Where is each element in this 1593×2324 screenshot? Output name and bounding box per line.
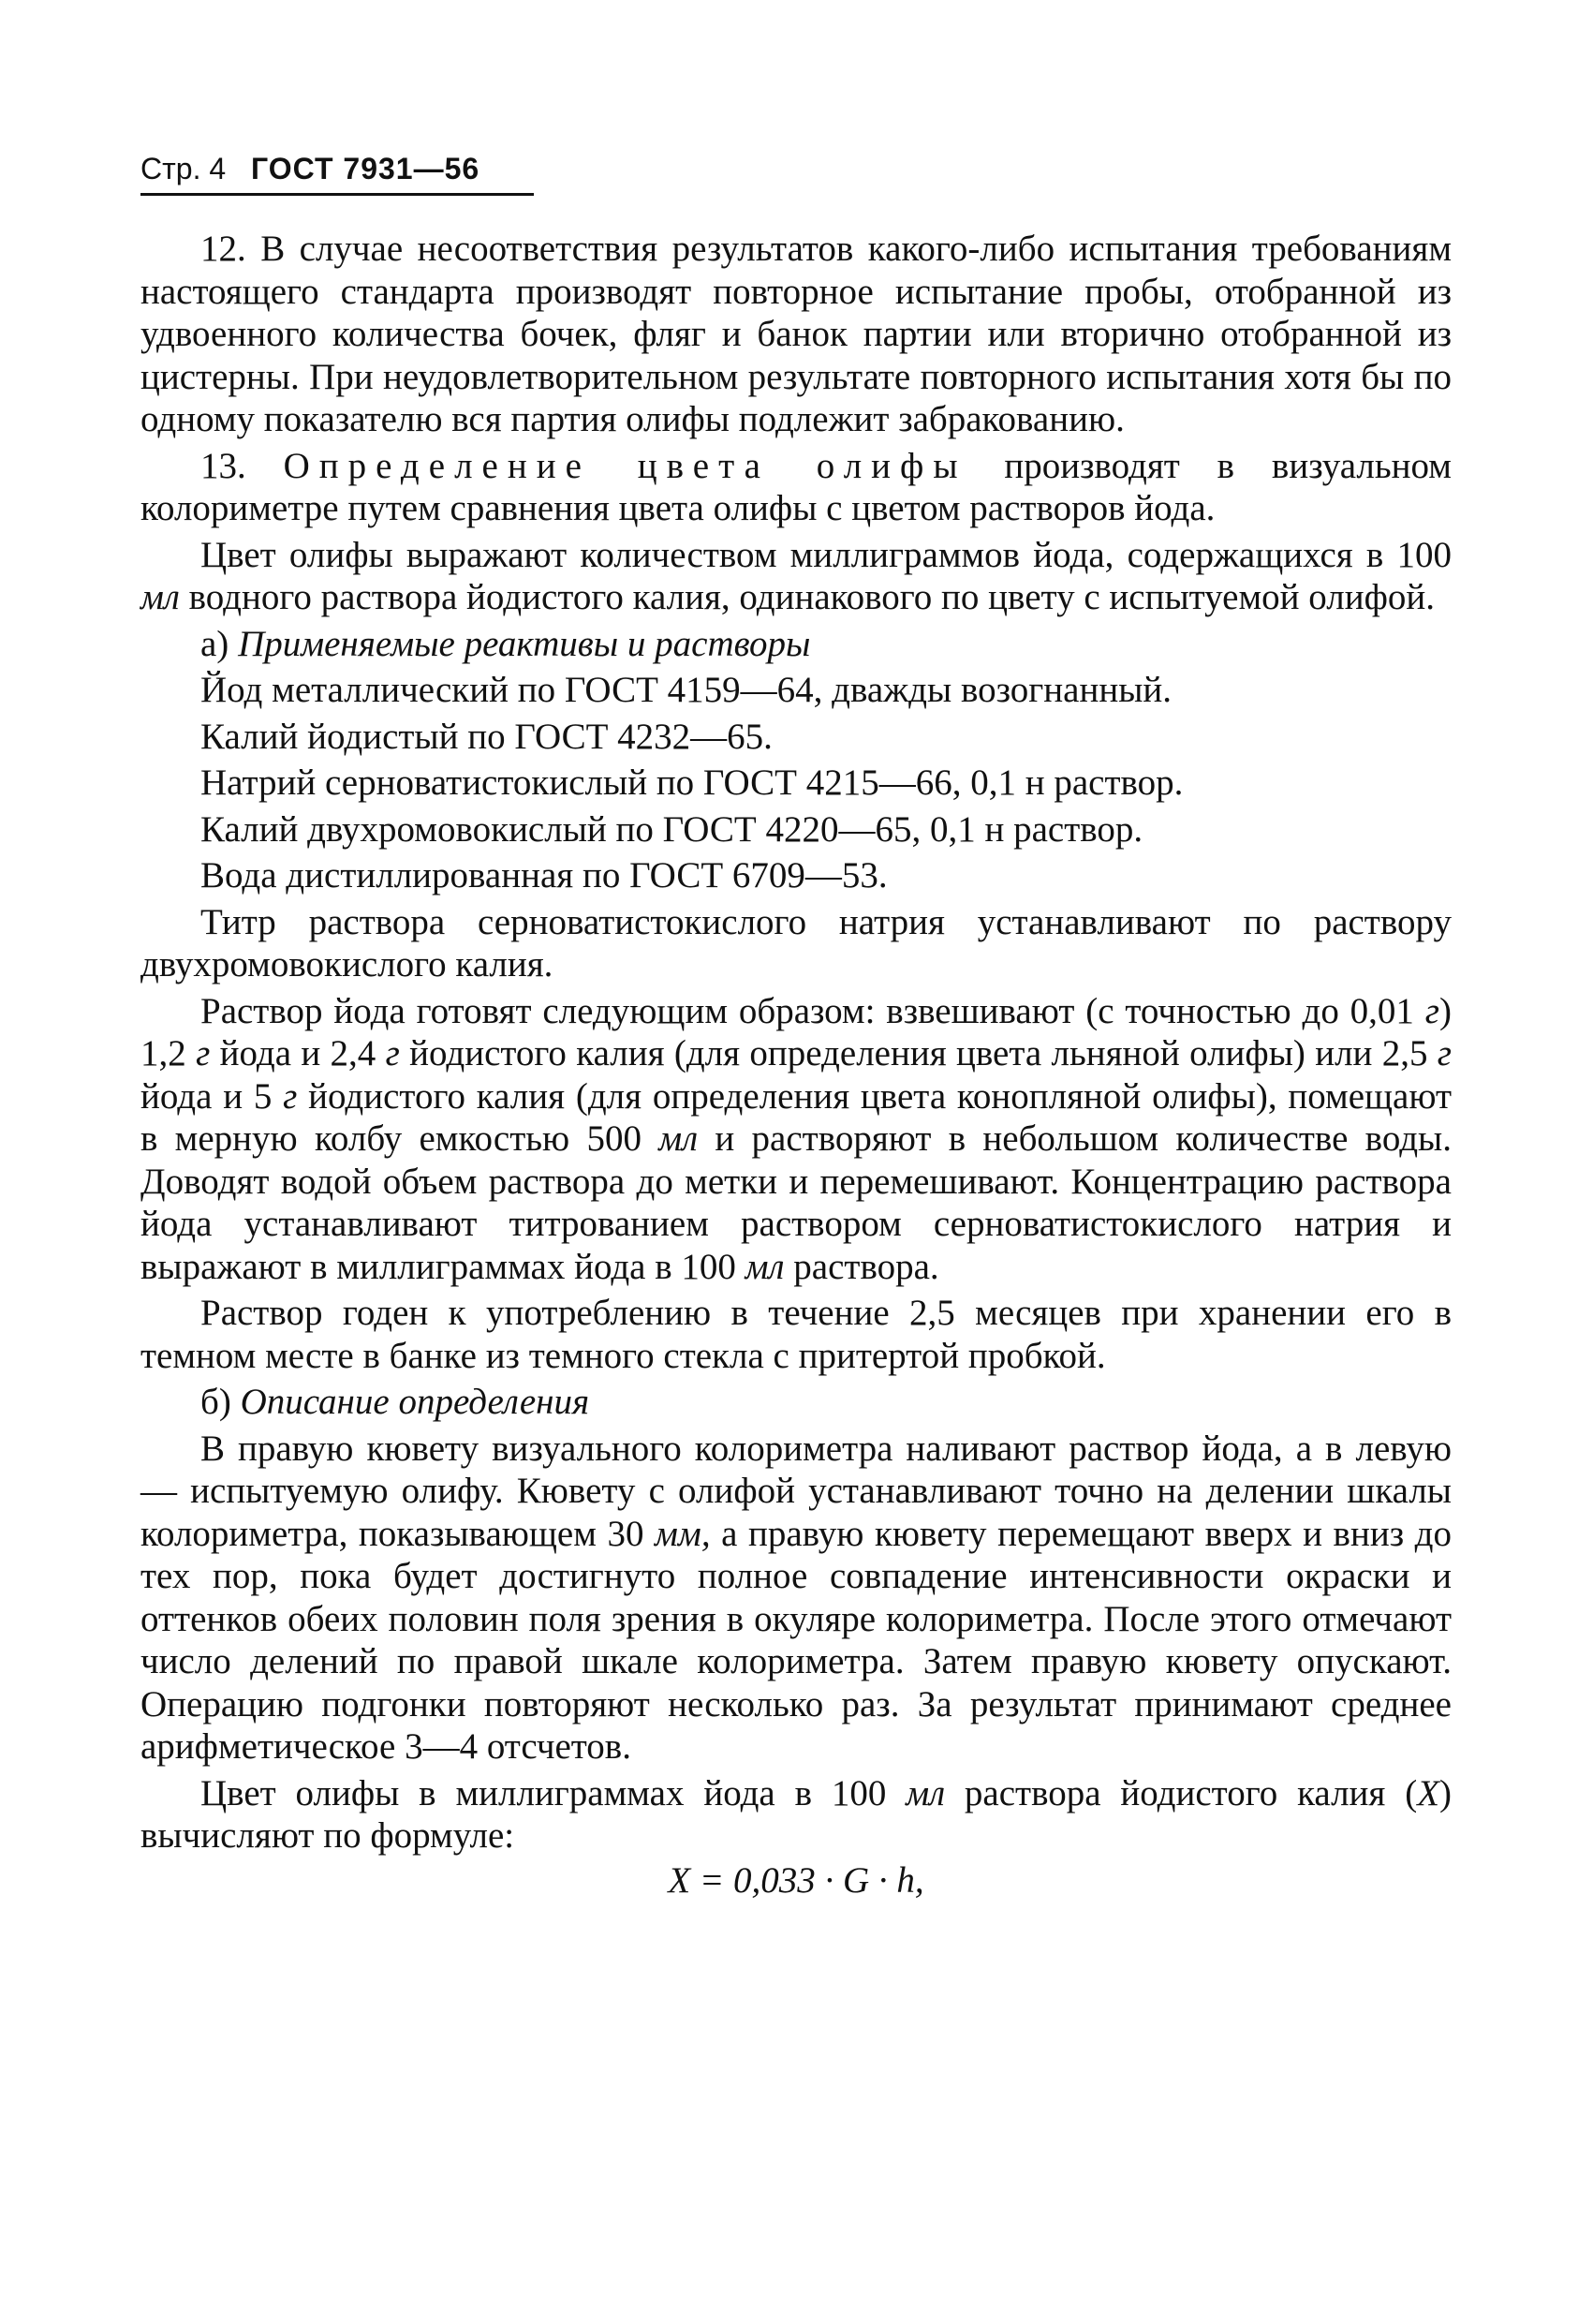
standard-number: ГОСТ 7931—56	[251, 152, 480, 185]
text-run: и растворяют в небольшом количестве воды. Доводят водой объем раствора до метки и перемешивают. Концентрацию раствора йода устанавливают титрованием раствором серноватистокислого натрия и выражают в миллиграммах йода в 100	[140, 1118, 1452, 1287]
unit-ml: мл	[906, 1772, 946, 1813]
unit-ml: мл	[745, 1246, 785, 1287]
reagent-item: Натрий серноватистокислый по ГОСТ 4215—66, 0,1 н раствор.	[200, 762, 1184, 803]
reagent-item: Калий йодистый по ГОСТ 4232—65.	[200, 716, 773, 757]
paragraph-13-text: производят в визуальном колориметре путем сравнения цвета олифы с цветом растворов йода.	[140, 445, 1452, 528]
text-run: ) вычисляют по формуле:	[140, 1772, 1453, 1856]
document-body	[140, 228, 1452, 1902]
text-run: Цвет олифы выражают количеством миллиграммов йода, содержащихся в 100	[200, 534, 1452, 575]
text-run: раствора.	[784, 1246, 939, 1287]
text-run: а правую кювету перемещают вверх и вниз до тех пор, пока будет достигнуто полное совпадение интенсивности окраски и оттенков обеих половин поля зрения в окуляре колориметра. После этого отмечают число делений по правой шкале колориметра. Затем правую кювету опускают. Операцию подгонки повторяют несколько раз. За результат принимают среднее арифметическое 3—4 отсчетов.	[140, 1513, 1453, 1767]
document-page	[140, 150, 1452, 1902]
text-run: Цвет олифы в миллиграммах йода в 100	[200, 1772, 907, 1813]
text-run: раствора йодистого калия (	[945, 1772, 1418, 1813]
unit-g: г	[1424, 990, 1439, 1031]
unit-ml: мл	[658, 1118, 699, 1159]
color-definition	[140, 534, 1452, 619]
reagent-item: Калий двухромовокислый по ГОСТ 4220—65, 0,1 н раствор.	[200, 808, 1143, 850]
text-run: В правую кювету визуального колориметра наливают раствор йода, а в левую — испытуемую олифу. Кювету с олифой устанавливают точно на делении шкалы колориметра, показывающем 30	[140, 1428, 1452, 1554]
page-number: Стр. 4	[140, 152, 227, 185]
text-run: йодистого калия (для определения цвета конопляной олифы), помещают в мерную колбу емкостью 500	[140, 1075, 1453, 1159]
page-header	[140, 150, 534, 196]
section-title: Описание определения	[240, 1382, 590, 1422]
formula: X = 0,033 · G · h,	[668, 1859, 924, 1901]
paragraph-13-heading: Определение цвета олифы	[283, 445, 967, 486]
section-a-heading	[140, 623, 1452, 666]
text-run: йода и 5	[140, 1075, 284, 1117]
section-title: Применяемые реактивы и растворы	[238, 623, 811, 664]
paragraph-13	[140, 445, 1452, 530]
text-run: водного раствора йодистого калия, одинакового по цвету с испытуемой олифой.	[179, 577, 1435, 617]
unit-mm: мм,	[655, 1513, 711, 1554]
text-run: ) 1,2	[140, 990, 1452, 1073]
text-run: Раствор йода готовят следующим образом: взвешивают (с точностью до 0,01	[200, 990, 1425, 1031]
unit-g: г	[283, 1075, 298, 1117]
section-label: б)	[200, 1382, 241, 1422]
variable-x: X	[1417, 1772, 1440, 1813]
reagent-item: Вода дистиллированная по ГОСТ 6709—53.	[200, 855, 888, 896]
unit-g: г	[196, 1033, 211, 1073]
text-run: йода и 2,4	[210, 1033, 386, 1073]
unit-g: г	[385, 1033, 400, 1073]
reagent-item: Йод металлический по ГОСТ 4159—64, дважды возогнанный.	[200, 670, 1173, 710]
calculation-paragraph	[140, 1772, 1452, 1858]
text-run: йодистого калия (для определения цвета льняной олифы) или 2,5	[399, 1033, 1438, 1073]
preparation-paragraph	[140, 990, 1452, 1289]
section-b-heading	[140, 1381, 1452, 1424]
titer-paragraph: Титр раствора серноватистокислого натрия устанавливают по раствору двухромовокислого калия.	[140, 901, 1452, 984]
section-label: а)	[200, 623, 239, 664]
paragraph-12: 12. В случае несоответствия результатов какого-либо испытания требованиям настоящего стандарта производят повторное испытание пробы, отобранной из удвоенного количества бочек, фляг и банок партии или вторично отобранной из цистерны. При неудовлетворительном результате повторного испытания хотя бы по одному показателю вся партия олифы подлежит забракованию.	[140, 229, 1452, 439]
shelf-life-paragraph: Раствор годен к употреблению в течение 2,5 месяцев при хранении его в темном месте в банке из темного стекла с притертой пробкой.	[140, 1293, 1452, 1376]
unit-ml: мл	[140, 577, 180, 617]
procedure-paragraph	[140, 1428, 1452, 1769]
paragraph-13-number: 13.	[200, 445, 284, 486]
unit-g: г	[1437, 1033, 1453, 1073]
